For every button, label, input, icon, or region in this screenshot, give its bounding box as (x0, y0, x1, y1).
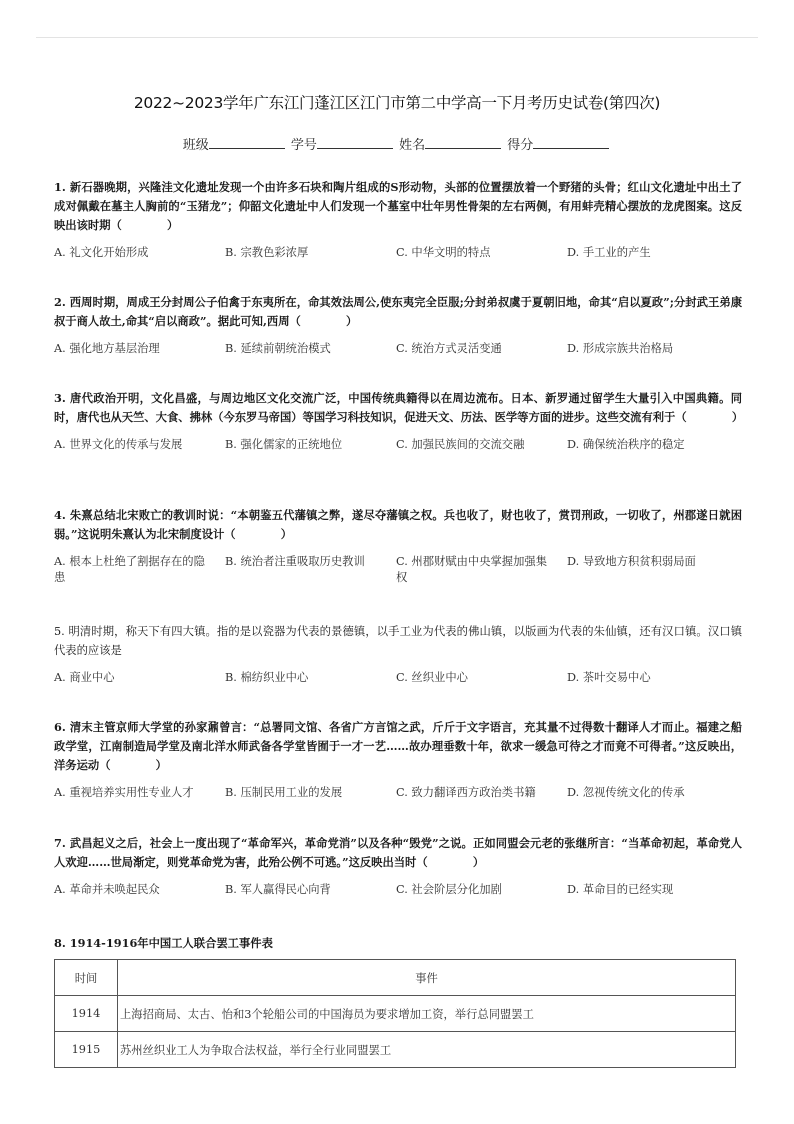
question-3 (54, 389, 742, 457)
question-stem: 4. 朱熹总结北宋败亡的教训时说：“本朝鉴五代藩镇之弊，遂尽夺藩镇之权。兵也收了，财也收了，赏罚刑政，一切收了，州郡遂日就困弱。”这说明朱熹认为北宋制度设计（ ） (54, 508, 742, 541)
option-row (54, 882, 742, 902)
option-a[interactable]: A. 重视培养实用性专业人才 (54, 786, 194, 799)
header-event: 事件 (118, 960, 736, 996)
class-label: 班级 (182, 138, 209, 153)
option-row (54, 670, 742, 690)
table-row (55, 996, 736, 1032)
table-header-row (55, 960, 736, 996)
option-b[interactable]: B. 延续前朝统治模式 (225, 342, 331, 355)
row-year: 1915 (55, 1032, 118, 1068)
question-7 (54, 834, 742, 902)
option-c[interactable]: C. 中华文明的特点 (396, 246, 491, 259)
question-stem: 3. 唐代政治开明，文化昌盛，与周边地区文化交流广泛，中国传统典籍得以在周边流布。日本、新罗通过留学生大量引入中国典籍。同时，唐代也从天竺、大食、拂林（今东罗马帝国）等国学习科技知识，促进天文、历法、医学等方面的进步。这些交流有利于（ ） (54, 391, 744, 424)
question-4 (54, 506, 742, 590)
option-a[interactable]: A. 世界文化的传承与发展 (54, 438, 183, 451)
row-year: 1914 (55, 996, 118, 1032)
option-b[interactable]: B. 军人赢得民心向背 (225, 883, 331, 896)
option-a[interactable]: A. 商业中心 (54, 671, 115, 684)
id-blank[interactable] (317, 136, 393, 149)
question-stem: 7. 武昌起义之后，社会上一度出现了“革命军兴，革命党消”以及各种“毁党”之说。正如同盟会元老的张继所言：“当革命初起，革命党人人欢迎……世局渐定，则党革命党为害，此殆公例不可逃。”这反映出当时（ ） (54, 836, 742, 869)
question-8-title: 8. 1914-1916年中国工人联合罢工事件表 (54, 936, 273, 950)
question-stem: 5. 明清时期，称天下有四大镇。指的是以瓷器为代表的景德镇，以手工业为代表的佛山镇，以版画为代表的朱仙镇，还有汉口镇。汉口镇代表的应该是 (54, 625, 742, 657)
option-a[interactable]: A. 强化地方基层治理 (54, 342, 160, 355)
option-row (54, 785, 742, 805)
row-event: 苏州丝织业工人为争取合法权益，举行全行业同盟罢工 (118, 1032, 736, 1068)
option-c[interactable]: C. 丝织业中心 (396, 671, 468, 684)
option-c[interactable]: C. 统治方式灵活变通 (396, 342, 502, 355)
option-a[interactable]: A. 根本上杜绝了割据存在的隐患 (54, 555, 205, 584)
question-stem: 6. 清末主管京师大学堂的孙家鼐曾言：“总署同文馆、各省广方言馆之武，斤斤于文字语言，充其量不过得数十翻译人才而止。福建之船政学堂，江南制造局学堂及南北洋水师武备各学堂皆囿于一才一艺……故办理垂数十年，欲求一缓急可待之才而竟不可得者。”这反映出，洋务运动（ ） (54, 720, 742, 772)
option-a[interactable]: A. 礼文化开始形成 (54, 246, 149, 259)
table-row (55, 1032, 736, 1068)
page-title: 2022~2023学年广东江门蓬江区江门市第二中学高一下月考历史试卷(第四次) (133, 94, 661, 112)
option-d[interactable]: D. 导致地方积贫积弱局面 (567, 555, 696, 568)
score-blank[interactable] (533, 136, 609, 149)
option-b[interactable]: B. 宗教色彩浓厚 (225, 246, 309, 259)
row-event: 上海招商局、太古、怡和3个轮船公司的中国海员为要求增加工资，举行总同盟罢工 (118, 996, 736, 1032)
option-d[interactable]: D. 手工业的产生 (567, 246, 651, 259)
class-blank[interactable] (209, 136, 285, 149)
option-c[interactable]: C. 州郡财赋由中央掌握加强集权 (396, 555, 547, 584)
option-d[interactable]: D. 形成宗族共治格局 (567, 342, 674, 355)
option-b[interactable]: B. 棉纺织业中心 (225, 671, 309, 684)
option-b[interactable]: B. 压制民用工业的发展 (225, 786, 343, 799)
id-label: 学号 (290, 138, 317, 153)
option-row (54, 554, 742, 590)
strike-events-table (54, 959, 736, 1068)
option-c[interactable]: C. 社会阶层分化加剧 (396, 883, 502, 896)
option-row (54, 437, 742, 457)
option-c[interactable]: C. 加强民族间的交流交融 (396, 438, 525, 451)
option-b[interactable]: B. 强化儒家的正统地位 (225, 438, 343, 451)
page-top-rule (36, 37, 758, 38)
header-year: 时间 (55, 960, 118, 996)
option-a[interactable]: A. 革命并未唤起民众 (54, 883, 160, 896)
option-row (54, 341, 742, 361)
option-c[interactable]: C. 致力翻译西方政治类书籍 (396, 786, 536, 799)
option-d[interactable]: D. 确保统治秩序的稳定 (567, 438, 685, 451)
name-label: 姓名 (399, 138, 426, 153)
question-stem: 1. 新石器晚期，兴隆洼文化遗址发现一个由许多石块和陶片组成的S形动物，头部的位置摆放着一个野猪的头骨；红山文化遗址中出土了成对佩戴在墓主人胸前的“玉猪龙”；仰韶文化遗址中人们发现一个墓室中壮年男性骨架的左右两侧，有用蚌壳精心摆放的龙虎图案。这反映出该时期（ ） (54, 180, 742, 232)
option-d[interactable]: D. 忽视传统文化的传承 (567, 786, 685, 799)
option-b[interactable]: B. 统治者注重吸取历史教训 (225, 555, 365, 568)
question-2 (54, 293, 742, 361)
question-6 (54, 718, 742, 805)
name-blank[interactable] (425, 136, 501, 149)
option-d[interactable]: D. 茶叶交易中心 (567, 671, 651, 684)
question-5 (54, 622, 742, 690)
question-stem: 2. 西周时期，周成王分封周公子伯禽于东夷所在，命其效法周公,使东夷完全臣服;分封弟叔虞于夏朝旧地，命其“启以夏政”;分封武王弟康叔于商人故土,命其“启以商政”。据此可知,西周（ ） (54, 295, 742, 328)
score-label: 得分 (507, 138, 534, 153)
option-d[interactable]: D. 革命目的已经实现 (567, 883, 674, 896)
option-row (54, 245, 742, 265)
student-info-line (0, 134, 794, 153)
question-1 (54, 178, 742, 265)
